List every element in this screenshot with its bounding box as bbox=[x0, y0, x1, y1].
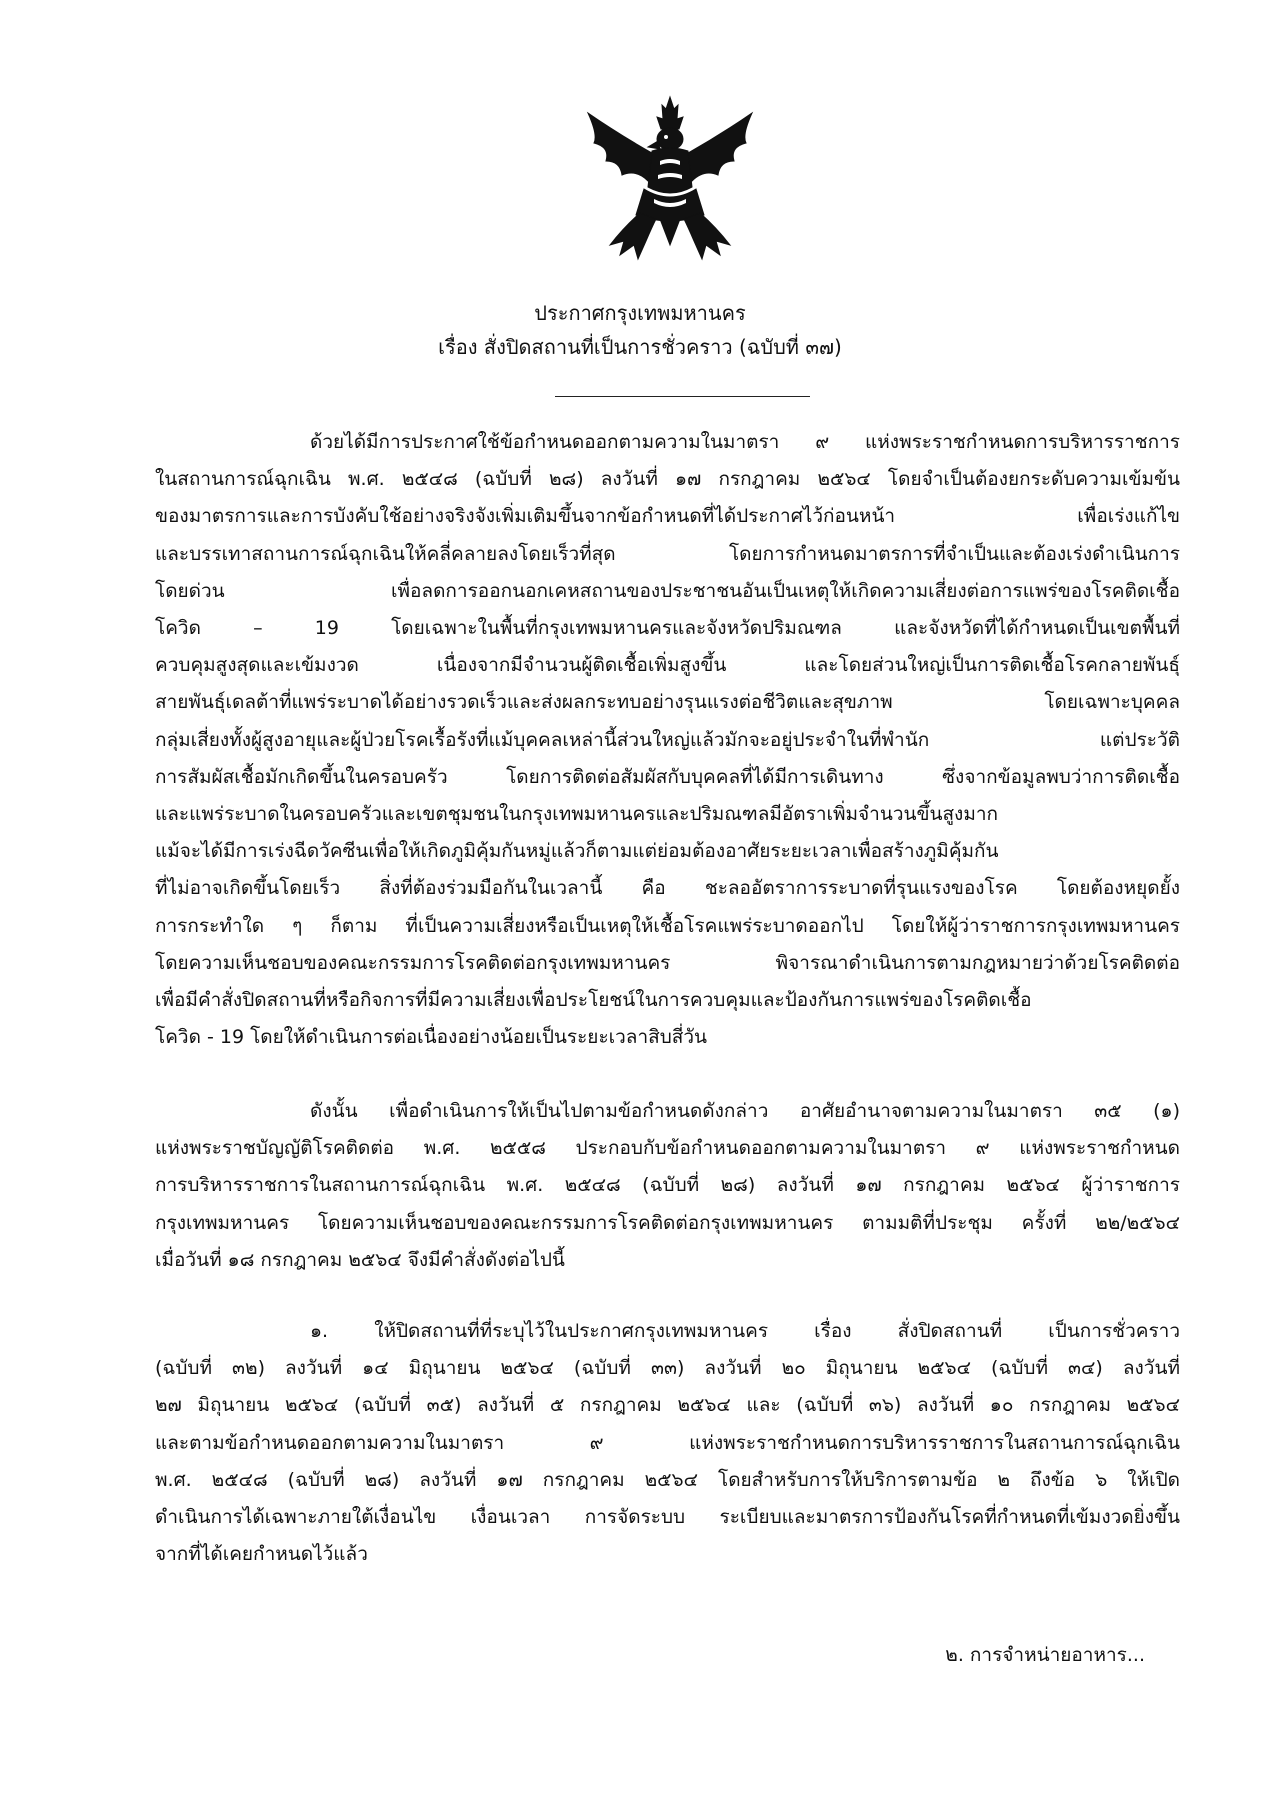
text-line: ด้วยได้มีการประกาศใช้ข้อกำหนดออกตามความในมาตรา ๙ แห่งพระราชกำหนดการบริหารราชการ bbox=[310, 431, 1180, 453]
text-line: ๑. ให้ปิดสถานที่ที่ระบุไว้ในประกาศกรุงเทพมหานคร เรื่อง สั่งปิดสถานที่ เป็นการชั่วคราว bbox=[310, 1320, 1180, 1342]
title-divider bbox=[555, 396, 810, 397]
text-line: และแพร่ระบาดในครอบครัวและเขตชุมชนในกรุงเทพมหานครและปริมณฑลมีอัตราเพิ่มจำนวนขึ้นสูงมาก bbox=[155, 803, 999, 826]
order-paragraph bbox=[155, 1093, 1180, 1279]
text-line: พ.ศ. ๒๕๔๘ (ฉบับที่ ๒๘) ลงวันที่ ๑๗ กรกฎาคม ๒๕๖๔ โดยสำหรับการให้บริการตามข้อ ๒ ถึงข้อ ๖ ให้เปิด bbox=[155, 1468, 1180, 1491]
text-line: กลุ่มเสี่ยงทั้งผู้สูงอายุและผู้ป่วยโรคเรื้อรังที่แม้บุคคลเหล่านี้ส่วนใหญ่แล้วมักจะอยู่ประจำในที่พำนัก แต่ประวัติ bbox=[155, 728, 1180, 751]
announcement-title: ประกาศกรุงเทพมหานคร bbox=[534, 301, 746, 325]
text-line: โควิด - 19 โดยให้ดำเนินการต่อเนื่องอย่างน้อยเป็นระยะเวลาสิบสี่วัน bbox=[155, 1026, 708, 1049]
text-line: การบริหารราชการในสถานการณ์ฉุกเฉิน พ.ศ. ๒๕๔๘ (ฉบับที่ ๒๘) ลงวันที่ ๑๗ กรกฎาคม ๒๕๖๔ ผู้ว่าราชการ bbox=[155, 1174, 1180, 1197]
garuda-emblem-icon bbox=[580, 95, 760, 265]
text-line: ดังนั้น เพื่อดำเนินการให้เป็นไปตามข้อกำหนดดังกล่าว อาศัยอำนาจตามความในมาตรา ๓๕ (๑) bbox=[310, 1100, 1180, 1122]
text-line: และบรรเทาสถานการณ์ฉุกเฉินให้คลี่คลายลงโดยเร็วที่สุด โดยการกำหนดมาตรการที่จำเป็นและต้องเร่งดำเนินการ bbox=[155, 542, 1180, 565]
text-line: ๒๗ มิถุนายน ๒๕๖๔ (ฉบับที่ ๓๕) ลงวันที่ ๕ กรกฎาคม ๒๕๖๔ และ (ฉบับที่ ๓๖) ลงวันที่ ๑๐ กรกฎาคม ๒๕๖๔ bbox=[155, 1394, 1180, 1417]
text-line: โดยด่วน เพื่อลดการออกนอกเคหสถานของประชาชนอันเป็นเหตุให้เกิดความเสี่ยงต่อการแพร่ของโรคติดเชื้อ bbox=[155, 579, 1180, 602]
continuation-note: ๒. การจำหน่ายอาหาร... bbox=[945, 1644, 1145, 1666]
text-line: ที่ไม่อาจเกิดขึ้นโดยเร็ว สิ่งที่ต้องร่วมมือกันในเวลานี้ คือ ชะลออัตราการระบาดที่รุนแรงของโรค โดยต้องหยุดยั้ง bbox=[155, 877, 1180, 900]
text-line: โดยความเห็นชอบของคณะกรรมการโรคติดต่อกรุงเทพมหานคร พิจารณาดำเนินการตามกฎหมายว่าด้วยโรคติดต่อ bbox=[155, 951, 1180, 974]
announcement-subject: เรื่อง สั่งปิดสถานที่เป็นการชั่วคราว (ฉบับที่ ๓๗) bbox=[438, 335, 842, 359]
text-line: เพื่อมีคำสั่งปิดสถานที่หรือกิจการที่มีความเสี่ยงเพื่อประโยชน์ในการควบคุมและป้องกันการแพร่ของโรคติดเชื้อ bbox=[155, 989, 1032, 1012]
text-line: ในสถานการณ์ฉุกเฉิน พ.ศ. ๒๕๔๘ (ฉบับที่ ๒๘) ลงวันที่ ๑๗ กรกฎาคม ๒๕๖๔ โดยจำเป็นต้องยกระดับความเข้มข้น bbox=[155, 468, 1180, 491]
text-line: (ฉบับที่ ๓๒) ลงวันที่ ๑๔ มิถุนายน ๒๕๖๔ (ฉบับที่ ๓๓) ลงวันที่ ๒๐ มิถุนายน ๒๕๖๔ (ฉบับที่ ๓๔) ลงวันที่ bbox=[155, 1357, 1180, 1380]
clause-1-paragraph bbox=[155, 1313, 1180, 1573]
text-line: ควบคุมสูงสุดและเข้มงวด เนื่องจากมีจำนวนผู้ติดเชื้อเพิ่มสูงขึ้น และโดยส่วนใหญ่เป็นการติดเชื้อโรคกลายพันธุ์ bbox=[155, 654, 1180, 677]
preamble-paragraph bbox=[155, 424, 1180, 1056]
text-line: ดำเนินการได้เฉพาะภายใต้เงื่อนไข เงื่อนเวลา การจัดระบบ ระเบียบและมาตรการป้องกันโรคที่กำหนดที่เข้มงวดยิ่งขึ้น bbox=[155, 1506, 1180, 1529]
text-line: ของมาตรการและการบังคับใช้อย่างจริงจังเพิ่มเติมขึ้นจากข้อกำหนดที่ได้ประกาศไว้ก่อนหน้า เพื่อเร่งแก้ไข bbox=[155, 505, 1180, 528]
text-line: การกระทำใด ๆ ก็ตาม ที่เป็นความเสี่ยงหรือเป็นเหตุให้เชื้อโรคแพร่ระบาดออกไป โดยให้ผู้ว่าราชการกรุงเทพมหานคร bbox=[155, 914, 1180, 937]
text-line: โควิด – 19 โดยเฉพาะในพื้นที่กรุงเทพมหานครและจังหวัดปริมณฑล และจังหวัดที่ได้กำหนดเป็นเขตพื้นที่ bbox=[155, 617, 1180, 640]
text-line: เมื่อวันที่ ๑๘ กรกฎาคม ๒๕๖๔ จึงมีคำสั่งดังต่อไปนี้ bbox=[155, 1248, 565, 1271]
text-line: กรุงเทพมหานคร โดยความเห็นชอบของคณะกรรมการโรคติดต่อกรุงเทพมหานคร ตามมติที่ประชุม ครั้งที่ ๒๒/๒๕๖๔ bbox=[155, 1211, 1180, 1234]
text-line: และตามข้อกำหนดออกตามความในมาตรา ๙ แห่งพระราชกำหนดการบริหารราชการในสถานการณ์ฉุกเฉิน bbox=[155, 1431, 1180, 1454]
text-line: จากที่ได้เคยกำหนดไว้แล้ว bbox=[155, 1543, 368, 1566]
text-line: การสัมผัสเชื้อมักเกิดขึ้นในครอบครัว โดยการติดต่อสัมผัสกับบุคคลที่ได้มีการเดินทาง ซึ่งจากข้อมูลพบว่าการติดเชื้อ bbox=[155, 765, 1180, 788]
text-line: แม้จะได้มีการเร่งฉีดวัคซีนเพื่อให้เกิดภูมิคุ้มกันหมู่แล้วก็ตามแต่ย่อมต้องอาศัยระยะเวลาเพื่อสร้างภูมิคุ้มกัน bbox=[155, 840, 999, 863]
text-line: แห่งพระราชบัญญัติโรคติดต่อ พ.ศ. ๒๕๕๘ ประกอบกับข้อกำหนดออกตามความในมาตรา ๙ แห่งพระราชกำหนด bbox=[155, 1137, 1180, 1160]
text-line: สายพันธุ์เดลต้าที่แพร่ระบาดได้อย่างรวดเร็วและส่งผลกระทบอย่างรุนแรงต่อชีวิตและสุขภาพ โดยเฉพาะบุคคล bbox=[155, 691, 1180, 714]
